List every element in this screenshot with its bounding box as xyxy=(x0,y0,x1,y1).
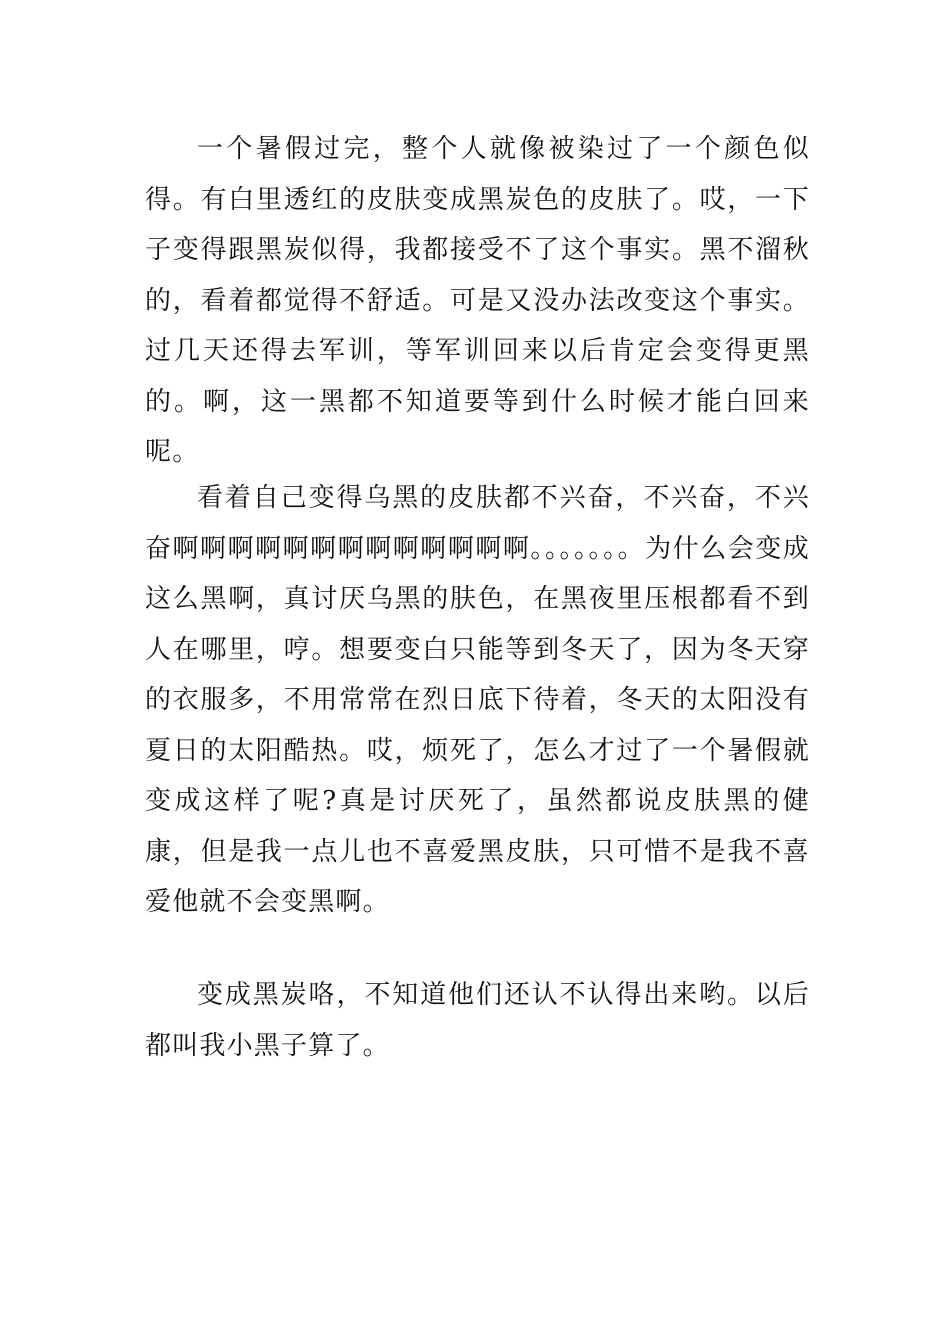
paragraph: 一个暑假过完，整个人就像被染过了一个颜色似得。有白里透红的皮肤变成黑炭色的皮肤了。哎，一下子变得跟黑炭似得，我都接受不了这个事实。黑不溜秋的，看着都觉得不舒适。可是又没办法改变这个事实。过几天还得去军训，等军训回来以后肯定会变得更黑的。啊，这一黑都不知道要等到什么时候才能白回来呢。 xyxy=(145,134,810,467)
paragraph: 变成黑炭咯，不知道他们还认不认得出来哟。以后都叫我小黑子算了。 xyxy=(145,980,810,1061)
paragraph: 看着自己变得乌黑的皮肤都不兴奋，不兴奋，不兴奋啊啊啊啊啊啊啊啊啊啊啊啊啊。。。。。。。为什么会变成这么黑啊，真讨厌乌黑的肤色，在黑夜里压根都看不到人在哪里，哼。想要变白只能等到冬天了，因为冬天穿的衣服多，不用常常在烈日底下待着，冬天的太阳没有夏日的太阳酷热。哎，烦死了，怎么才过了一个暑假就变成这样了呢?真是讨厌死了，虽然都说皮肤黑的健康，但是我一点儿也不喜爱黑皮肤，只可惜不是我不喜爱他就不会变黑啊。 xyxy=(145,483,810,917)
